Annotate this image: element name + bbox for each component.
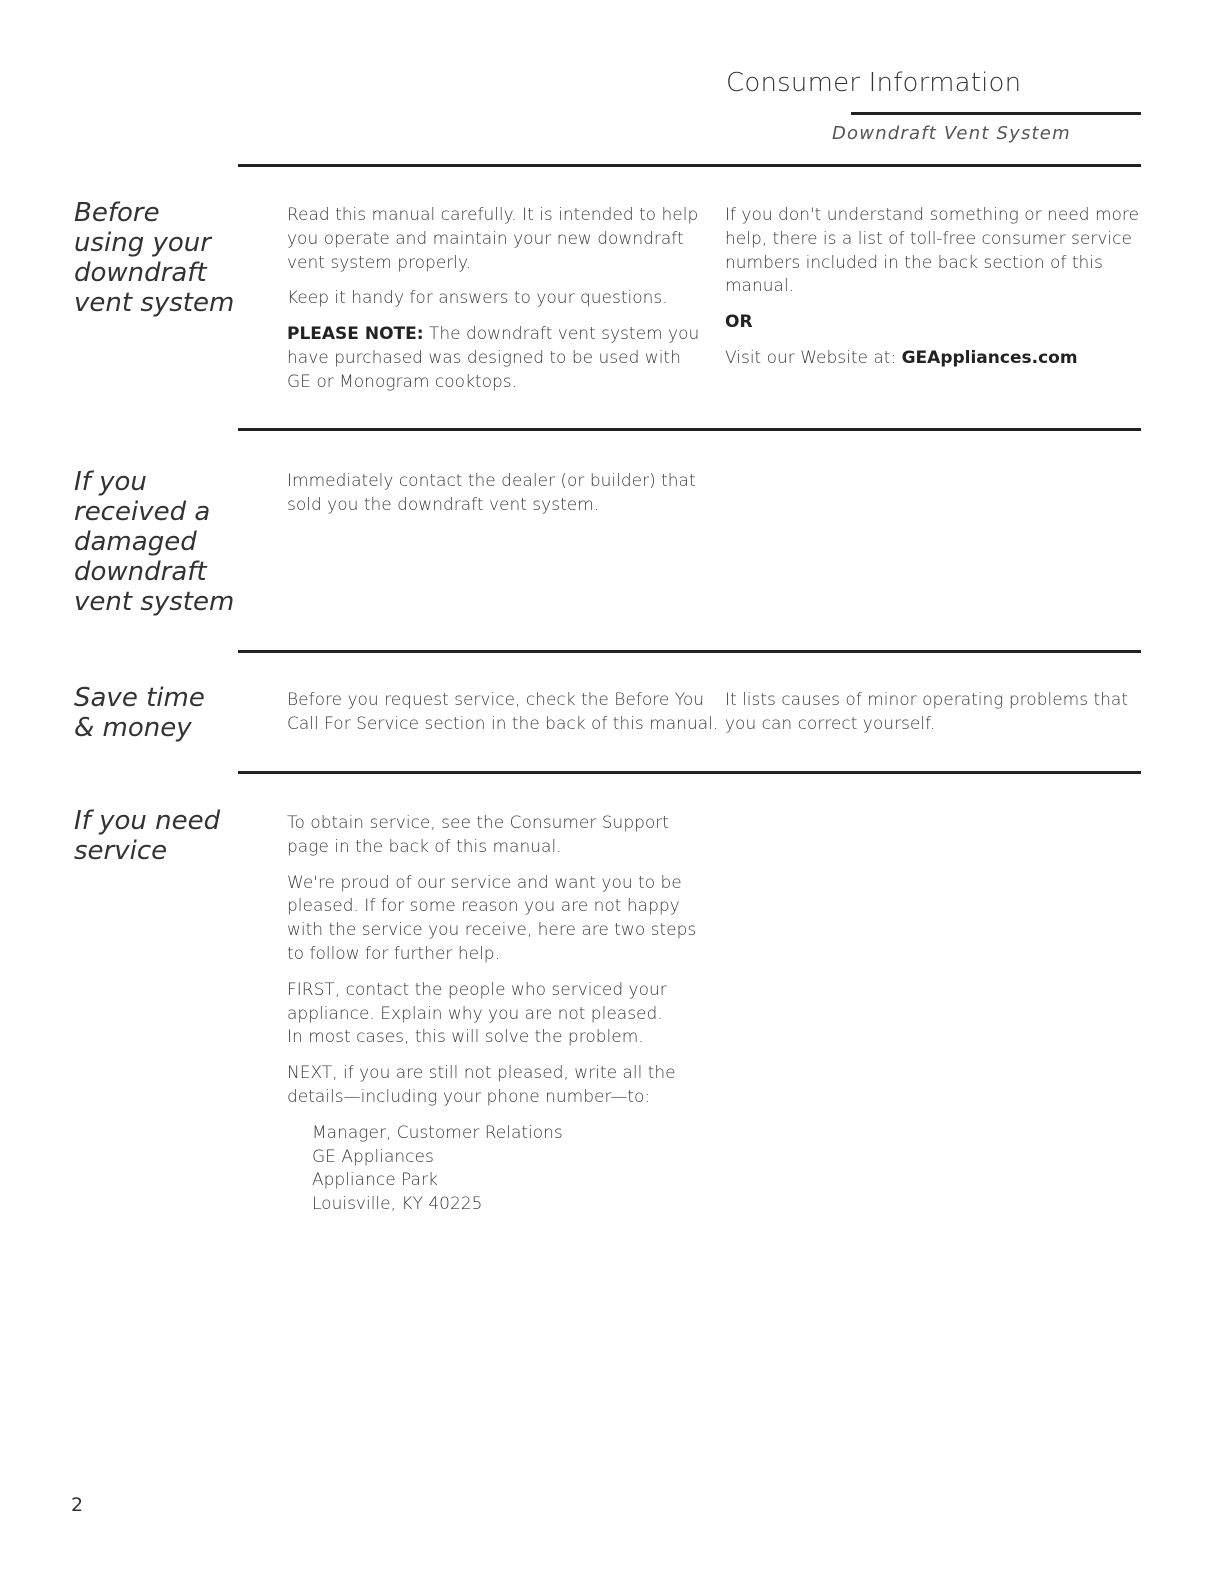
website-link[interactable]: GEAppliances.com: [901, 347, 1078, 368]
paragraph: Read this manual carefully. It is intended to help you operate and maintain your new downdraft vent system properly.: [287, 205, 699, 273]
mailing-address: Manager, Customer Relations GE Appliances Appliance Park Louisville, KY 40225: [312, 1122, 563, 1215]
header-rule: [851, 112, 1141, 115]
paragraph: Keep it handy for answers to your questions.: [287, 288, 668, 309]
section-heading-save-time: Save time & money: [74, 683, 205, 743]
section-divider: [238, 164, 1141, 167]
section-heading-service: If you need service: [74, 806, 221, 866]
paragraph: If you don't understand something or need more help, there is a list of toll-free consumer service numbers included in the back section of this manual.: [725, 205, 1139, 297]
paragraph: It lists causes of minor operating problems that you can correct yourself.: [725, 690, 1129, 734]
paragraph: We're proud of our service and want you to be pleased. If for some reason you are not happy with the service you receive, here are two steps to follow for further help.: [287, 872, 697, 964]
section-heading-before-using: Before using your downdraft vent system: [74, 198, 235, 318]
section-divider: [238, 428, 1141, 431]
section-heading-damaged: If you received a damaged downdraft vent system: [74, 467, 235, 617]
save-time-column-1: [287, 689, 718, 737]
damaged-text: [287, 470, 696, 518]
service-text: [287, 812, 696, 1217]
before-using-column-1: [287, 204, 699, 395]
paragraph: FIRST, contact the people who serviced your appliance. Explain why you are not pleased. In most cases, this will solve the problem.: [287, 979, 667, 1048]
page-subtitle: Downdraft Vent System: [832, 123, 1071, 144]
paragraph: NEXT, if you are still not pleased, write all the details—including your phone number—to:: [287, 1063, 676, 1107]
please-note-label: PLEASE NOTE:: [287, 324, 424, 345]
or-label: OR: [725, 312, 753, 333]
section-divider: [238, 650, 1141, 653]
paragraph: Before you request service, check the Before You Call For Service section in the back of this manual.: [287, 690, 719, 734]
page-title: Consumer Information: [726, 68, 1022, 98]
paragraph: To obtain service, see the Consumer Support page in the back of this manual.: [287, 813, 669, 857]
before-using-column-2: [725, 204, 1139, 371]
save-time-column-2: [725, 689, 1128, 737]
page-number: 2: [71, 1494, 84, 1516]
please-note-paragraph: PLEASE NOTE: The downdraft vent system you have purchased was designed to be used with GE or Monogram cooktops.: [287, 324, 700, 392]
section-divider: [238, 771, 1141, 774]
paragraph: Immediately contact the dealer (or builder) that sold you the downdraft vent system.: [287, 471, 696, 515]
website-paragraph: Visit our Website at: GEAppliances.com: [725, 347, 1078, 368]
